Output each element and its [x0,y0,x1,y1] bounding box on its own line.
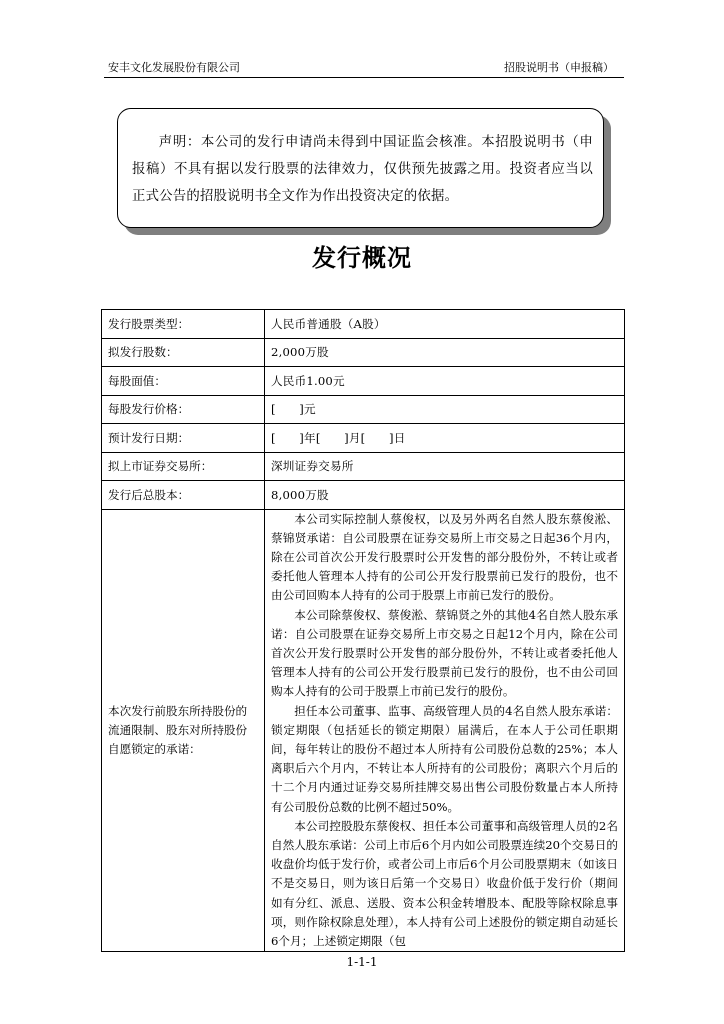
row-label: 每股面值： [102,367,265,396]
lockup-paragraph: 本公司除蔡俊权、蔡俊淞、蔡锦贤之外的其他4名自然人股东承诺：自公司股票在证券交易所上市交易之日起12个月内，除在公司首次公开发行股票时公开发售的部分股份外，不转让或者委托他人管理本人持有的公司公开发行股票前已发行的股份，也不由公司回购本人持有的公司于股票上市前已发行的股份。 [271,607,618,699]
row-value: [ ]元 [265,395,625,424]
row-label: 每股发行价格： [102,395,265,424]
row-value: [ ]年[ ]月[ ]日 [265,424,625,453]
row-value: 人民币普通股（A股） [265,310,625,339]
table-row [102,338,625,367]
table-row [102,452,625,481]
table-row-lockup [102,509,625,952]
row-value: 2,000万股 [265,338,625,367]
row-label: 拟上市证券交易所： [102,452,265,481]
table-row [102,424,625,453]
header-divider [104,77,624,78]
table-row [102,481,625,510]
row-label: 发行后总股本： [102,481,265,510]
lockup-paragraph: 本公司实际控制人蔡俊权，以及另外两名自然人股东蔡俊淞、蔡锦贤承诺：自公司股票在证券交易所上市交易之日起36个月内，除在公司首次公开发行股票时公开发售的部分股份外，不转让或者委托他人管理本人持有的公司公开发行股票前已发行的股份，也不由公司回购本人持有的公司于股票上市前已发行的股份。 [271,511,618,603]
row-label: 拟发行股数： [102,338,265,367]
lockup-label: 本次发行前股东所持股份的流通限制、股东对所持股份自愿锁定的承诺： [102,509,265,952]
lockup-paragraph: 担任本公司董事、监事、高级管理人员的4名自然人股东承诺：锁定期限（包括延长的锁定期限）届满后，在本人于公司任职期间，每年转让的股份不超过本人所持有公司股份总数的25%；本人离职后六个月内，不转让本人所持有的公司股份；离职六个月后的十二个月内通过证券交易所挂牌交易出售公司股份数量占本人所持有公司股份总数的比例不超过50%。 [271,703,618,814]
page-title: 发行概况 [312,244,412,272]
page-number: 1-1-1 [346,955,378,969]
row-label: 预计发行日期： [102,424,265,453]
header-doc-type: 招股说明书（申报稿） [504,61,614,74]
notice-text: 声明：本公司的发行申请尚未得到中国证监会核准。本招股说明书（申报稿）不具有据以发行股票的法律效力，仅供预先披露之用。投资者应当以正式公告的招股说明书全文作为作出投资决定的依据。 [132,135,593,204]
lockup-paragraph: 本公司控股股东蔡俊权、担任本公司董事和高级管理人员的2名自然人股东承诺：公司上市后6个月内如公司股票连续20个交易日的收盘价均低于发行价，或者公司上市后6个月公司股票期末（如该日不是交易日，则为该日后第一个交易日）收盘价低于发行价（期间如有分红、派息、送股、资本公积金转增股本、配股等除权除息事项，则作除权除息处理），本人持有公司上述股份的锁定期自动延长6个月；上述锁定期限（包 [271,818,618,948]
table-row [102,367,625,396]
offering-table [101,309,625,952]
header-company: 安丰文化发展股份有限公司 [108,61,240,74]
notice-box [117,108,604,228]
lockup-commitments [265,509,625,952]
table-row [102,310,625,339]
row-value: 深圳证券交易所 [265,452,625,481]
row-value: 8,000万股 [265,481,625,510]
row-label: 发行股票类型： [102,310,265,339]
table-row [102,395,625,424]
row-value: 人民币1.00元 [265,367,625,396]
